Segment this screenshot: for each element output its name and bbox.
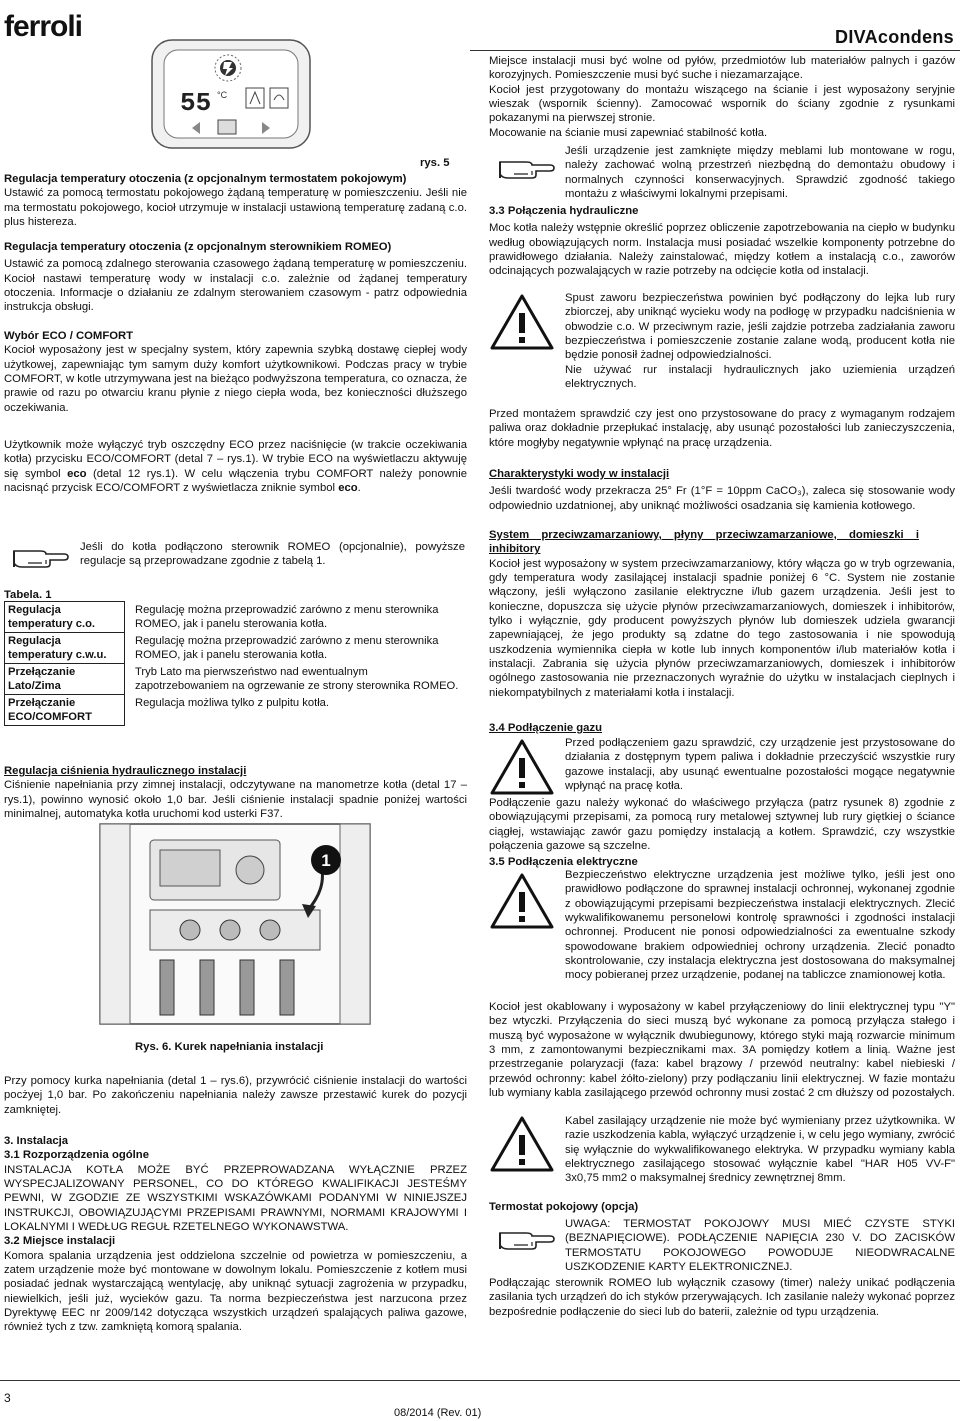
warning-safety-valve: Spust zaworu bezpieczeństwa powinien być podłączony do lejka lub rury zbiorczej, aby uniknąć wycieku wody na podłogę w przypadku nadciśnienia w obwodzie c.o. W przeciwnym razie, jeśli zajdzie potrzeba zadziałania zaworu bezpieczeństwa i pomieszczenie zostanie zalane wodą, producent kotła nie będzie ponosił żadnej odpowiedzialności. [565,292,955,362]
section-body-electrical: Kocioł jest okablowany i wyposażony w kabel przyłączeniowy do linii elektrycznej typu "Y" bez wtyczki. Przyłączenia do sieci muszą być wykonane za pomocą przyłącza stałego i muszą być wyposażone w wyłącznik dwubiegunowy, którego styki mają rozwarcie minimum 3 mm, z zamontowanymi bezpiecznikami max. 3A pomiędzy kotłem a linią. Ważne jest przestrzeganie polaryzacji (faza: kabel brązowy / przewód neutralny: kabel niebieski / przewód ochronny: kabel żółto-zielony) przy podłączaniu linii elektrycznej. W fazie montażu lub wymiany kabla zasilającego przewód ochronny musi zostać 2 cm dłuższy od pozostałych. [489,1001,955,1100]
table-cell-value: Tryb Lato ma pierwszeństwo nad ewentualnym zapotrzebowaniem na ogrzewanie ze strony sterownika ROMEO. [135,665,459,692]
section-body-eco-toggle: Użytkownik może wyłączyć tryb oszczędny ECO przez naciśnięcie (w trakcie oczekiwania kotła) przycisku ECO/COMFORT (detal 7 – rys.1). W trybie ECO na wyświetlaczu aktywuję się symbol eco (detal 12 rys.1). W celu włączenia trybu COMFORT należy ponownie nacisnąć przycisk ECO/COMFORT z wyświetlacza zniknie symbol eco. [4,439,467,495]
section-title-installation: 3. Instalacja [4,1135,69,1147]
section-body-flushing: Przed montażem sprawdzić czy jest ono przystosowane do pracy z wymaganym rodzajem paliwa oraz dokładnie przepłukać instalację, aby usunąć pozostałości lub zanieczyszczenia, które mogłyby negatywnie wpłynąć na pracę urządzenia. [489,408,955,449]
section-body-pressure: Ciśnienie napełniania przy zimnej instalacji, odczytywane na manometrze kotła (detal 17 – rys.1), powinno wynosić około 1,0 bar. Jeśli ciśnienie instalacji spadnie poniżej wartości minimalnej, automatyka kotła uruchomi kod usterki F37. [4,779,467,821]
table-row [5,633,467,664]
section-body-romeo: Ustawić za pomocą zdalnego sterowania czasowego żądaną temperaturę w pomieszczeniu. Kocioł nastawi temperaturę wody w instalacji c.o. zależnie od żądanej temperatury otoczenia. Informacje o działaniu ze zdalnym sterowaniem czasowym - patrz odpowiednia instrukcja obsługi. [4,258,467,314]
table-cell-key: Przełączanie ECO/COMFORT [5,695,125,726]
fig6-caption: Rys. 6. Kurek napełniania instalacji [135,1041,324,1053]
section-title-general: 3.1 Rozporządzenia ogólne [4,1149,149,1162]
table-cell-key: Przełączanie Lato/Zima [5,664,125,695]
footer-rule [0,1380,960,1381]
paragraph-location-requirements: Miejsce instalacji musi być wolne od pyłów, przedmiotów lub materiałów palnych i gazów korozyjnych. Pomieszczenie musi być suche i niezamarzające. [489,55,955,82]
note-clearance: Jeśli urządzenie jest zamknięte między meblami lub montowane w rogu, należy zachować wolną przestrzeń niezbędną do demontażu obudowy i normalnych czynności konserwacyjnych. Sprawdzić zgodność takiego montażu z właściwymi lokalnymi przepisami. [565,145,955,201]
document-title: DIVAcondens [835,27,954,47]
warning-power-cable: Kabel zasilający urządzenie nie może być wymieniany przez użytkownika. W razie uszkodzenia kabla, wyłączyć urządzenie i, w celu jego wymiany, zwrócić się wyłącznie do wykwalifikowanego elektryka. W przypadku wymiany kabla elektrycznego zasilającego stosować wyłącznie kabel "HAR H05 VV-F" 3x0,75 mm2 o maksymalnej średnicy zewnętrznej 8mm. [565,1115,955,1185]
warning-gas: Przed podłączeniem gazu sprawdzić, czy urządzenie jest przystosowane do działania z dostępnym typem paliwa i dokładnie przeczyścić wszystkie rury gazowe instalacji, aby usunąć ewentualne pozostałości mogące negatywnie wpłynąć na pracę kotła. [565,737,955,793]
callout-number: 1 [321,851,331,870]
section-title-gas: 3.4 Podłączenie gazu [489,722,603,734]
section-body-general: INSTALACJA KOTŁA MOŻE BYĆ PRZEPROWADZANA WYŁĄCZNIE PRZEZ WYSPECJALIZOWANY PERSONEL, CO DO KTÓREGO KWALIFIKACJI JESTEŚMY PEWNI, W ZGODZIE ZE WSZYSTKIMI WSKAZÓWKAMI PODANYMI W NINIEJSZEJ INSTRUKCJI, OBOWIĄZUJĄCYMI PRZEPISAMI PRAWNYMI, NORMAMI KRAJOWYMI I LOKALNYMI I WEDŁUG REGUŁ RZETELNEGO WYKONAWSTWA. [4,1163,467,1234]
table-caption: Tabela. 1 [4,589,52,601]
romeo-settings-table [4,601,467,726]
section-title-pressure: Regulacja ciśnienia hydraulicznego instalacji [4,765,247,777]
section-body-gas: Podłączenie gazu należy wykonać do właściwego przyłącza (patrz rysunek 8) zgodnie z obowiązującymi przepisami, za pomocą rury metalowej sztywnej lub rury giętkiej o ściance ciągłej, wstawiając zawór gazu pomiędzy instalacją a kotłem. Sprawdzić, czy wszystkie połączenia gazowe są szczelne. [489,797,955,853]
section-title-room-thermostat: Regulacja temperatury otoczenia (z opcjonalnym termostatem pokojowym) [4,173,407,185]
section-body-filling: Przy pomocy kurka napełniania (detal 1 – rys.6), przywrócić ciśnienie instalacji do wartości pocżyej 1,0 bar. Po zakończeniu napełniania należy zawsze przestawić kurek do pozycji zamkniętej. [4,1075,467,1116]
warning-icon [489,872,555,930]
table-cell-value: Regulację można przeprowadzić zarówno z menu sterownika ROMEO, jak i panelu sterowania kotła. [135,634,439,661]
display-digits: 55 [180,88,212,118]
paragraph-stability: Mocowanie na ścianie musi zapewniać stabilność kotła. [489,126,768,139]
table-cell-key: Regulacja temperatury c.w.u. [5,633,125,664]
pointing-hand-icon [496,150,556,186]
table-cell-value: Regulację można przeprowadzić zarówno z menu sterownika ROMEO, jak i panelu sterowania kotła. [135,603,439,630]
section-body-hydraulic: Moc kotła należy wstępnie określić poprzez obliczenie zapotrzebowania na ciepło w budynku według obowiązujących norm. Instalacja musi posiadać wszelkie komponenty potrzebne do prawidłowego działania. Należy zainstalować, między kotłem a instalacją c.o., zaworów odcinających pozwalających w razie potrzeby na odcięcie kotła od instalacji. [489,222,955,278]
section-title-electrical: 3.5 Podłączenia elektryczne [489,856,638,869]
section-title-water: Charakterystyki wody w instalacji [489,468,670,480]
logo-text: ferroli [4,10,83,43]
boiler-filling-tap-illustration [90,820,380,1030]
fig5-caption: rys. 5 [420,157,450,169]
display-degree: °C [217,90,228,100]
section-body-room-thermostat: Ustawić za pomocą termostatu pokojowego żądaną temperaturę w pomieszczeniu. Jeśli nie ma termostatu pokojowego, kocioł utrzymuje w instalacji ustawioną temperaturę zadaną c.o. plus histereza. [4,187,467,229]
header-rule [470,50,960,51]
warning-icon [489,293,555,351]
eco-symbol-text-2: eco [338,482,358,495]
section-title-hydraulic: 3.3 Połączenia hydrauliczne [489,205,639,217]
ferroli-logo [4,6,84,44]
warning-grounding: Nie używać rur instalacji hydraulicznych jako uziemienia urządzeń elektrycznych. [565,363,955,391]
table-row [5,695,467,726]
section-title-romeo: Regulacja temperatury otoczenia (z opcjonalnym sterownikiem ROMEO) [4,241,392,253]
note-thermostat: UWAGA: TERMOSTAT POKOJOWY MUSI MIEĆ CZYSTE STYKI (BEZNAPIĘCIOWE). PODŁĄCZENIE NAPIĘCIA 230 V. DO ZACISKÓW TERMOSTATU POKOJOWEGO POWODUJE NIEODWRACALNE USZKODZENIE KARTY ELEKTRONICZNEJ. [565,1218,955,1274]
section-body-thermostat: Podłączając sterownik ROMEO lub wyłącznik czasowy (timer) należy unikać podłączenia zasilania tych urządzeń do ich styków przerywających. Ich zasilanie należy wykonać poprzez bezpośrednie podłączenie do sieci lub do baterii, zależnie od typu urządzenia. [489,1277,955,1318]
page-number: 3 [4,1391,11,1405]
section-title-antifreeze: System przeciwzamarzaniowy, płyny przeciwzamarzaniowe, domieszki i inhibitory [489,529,919,556]
table-row [5,602,467,633]
pointing-hand-icon [10,539,70,575]
section-body-antifreeze: Kocioł jest wyposażony w system przeciwzamarzaniowy, który włącza go w tryb ogrzewania, gdy temperatura wody zasilającej instalacji spadnie poniżej 6 °C. System nie zostanie włączony, jeśli wyłączono zasilanie elektryczne i/lub gazem urządzenia. Jeśli jest to konieczne, dopuszcza się użycie płynów przeciwzamarzaniowych, domieszek i inhibitorów, tylko i wyłącznie, gdy producent powyższych płynów lub domieszek udziela gwarancji zapewniającej, że jego produkty są zdatne do tego zastosowania i nie spowodują uszkodzenia wymiennika ciepła w kotle lub innych komponentów i/lub materiałów kotła i instalacji. Zabrania się użycia płynów przeciwzamarzaniowych, domieszek i inhibitorów ogólnego zastosowania nie przeznaczonych wyraźnie do użytku w instalacjach cieplnych i niekompatybilnych z materiałami kotła i instalacji. [489,557,955,699]
section-title-location: 3.2 Miejsce instalacji [4,1235,116,1248]
warning-icon [489,1115,555,1173]
revision-label: 08/2014 (Rev. 01) [394,1407,482,1419]
pointing-hand-icon [496,1221,556,1257]
table-cell-key: Regulacja temperatury c.o. [5,602,125,633]
table-row [5,664,467,695]
section-body-location: Komora spalania urządzenia jest oddzielona szczelnie od powietrza w pomieszczeniu, a zatem urządzenie może być montowane w dowolnym lokalu. Pomieszczenie z kotłem musi posiadać jednak wystarczającą wentylację, aby uniknąć sytuacji zagrożenia w przypadku, niewielkich, jeśli już, wycieków gazu. Ta norma bezpieczeństwa jest narzucona przez Dyrektywę EEC nr 2009/142 dotycząca wszystkich urządzeń spalających paliwa gazowe, również tych z tzw. zamkniętą komorą spalania. [4,1249,467,1334]
paragraph-wall-mounting: Kocioł jest przygotowany do montażu wiszącego na ścianie i jest wyposażony seryjnie wieszak (wspornik ścienny). Zamocować wspornik do ściany zgodnie z rysunkami pokazanymi na pierwszej stronie. [489,83,955,125]
section-title-room-thermostat-optional: Termostat pokojowy (opcja) [489,1201,639,1213]
eco-symbol-text-1: eco [67,467,87,480]
note-romeo: Jeśli do kotła podłączono sterownik ROMEO (opcjonalnie), powyższe regulacje są przeprowadzane zgodnie z tabelą 1. [80,541,465,568]
section-title-eco-comfort: Wybór ECO / COMFORT [4,330,134,342]
warning-icon [489,738,555,796]
table-cell-value: Regulacja możliwa tylko z pulpitu kotła. [135,696,330,709]
section-body-eco-comfort: Kocioł wyposażony jest w specjalny system, który zapewnia szybką dostawę ciepłej wody użytkowej, zapewniając tym samym duży komfort użytkownikowi. Podczas pracy w trybie COMFORT, w kotle utrzymywana jest na bieżąco podwyższona temperatura, co oznacza, że prawie od razu po otwarciu kranu płynie z niego ciepła woda, bez konieczności dłuższego oczekiwania. [4,344,467,414]
warning-electrical-safety: Bezpieczeństwo elektryczne urządzenia jest możliwe tylko, jeśli jest ono prawidłowo podłączone do sprawnej instalacji ochronnej, wykonanej zgodnie z obowiązującymi przepisami bezpieczeństwa instalacji elektrycznych. Zlecić wykwalifikowanemu personelowi kontrolę sprawności i zgodności instalacji ochronnej. Producent nie ponosi odpowiedzialności za ewentualne szkody spowodowane brakiem odpowiedniej ochrony urządzenia. Zlecić ponadto skontrolowanie, czy instalacja elektryczna jest dostosowana do maksymalnej mocy pobieranej przez urządzenie, podanej na tabliczce znamionowej kotła. [565,869,955,982]
section-body-water: Jeśli twardość wody przekracza 25° Fr (1°F = 10ppm CaCO₃), zaleca się stosowanie wody odpowiednio uzdatnionej, aby uniknąć możliwości osadzania się kamienia kotłowego. [489,485,955,512]
control-panel-display-illustration [150,38,312,150]
